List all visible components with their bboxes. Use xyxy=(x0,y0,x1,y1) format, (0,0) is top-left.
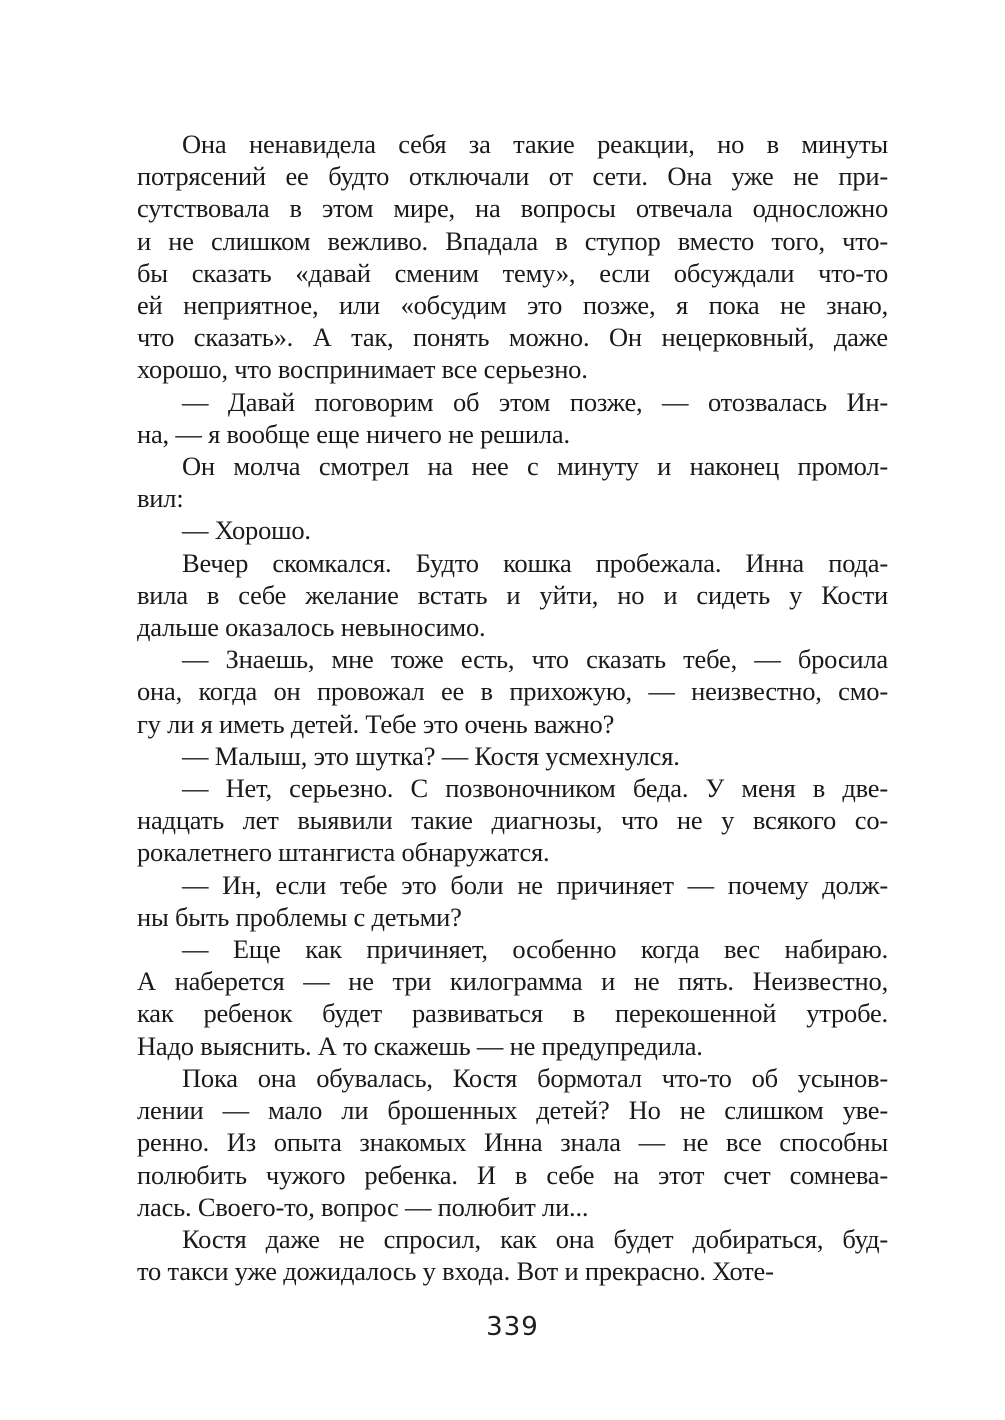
paragraph xyxy=(137,933,888,1062)
text-line: ны быть проблемы с детьми? xyxy=(137,901,462,932)
paragraph xyxy=(137,740,888,772)
text-line: дальше оказалось невыносимо. xyxy=(137,612,486,643)
paragraph xyxy=(137,128,888,386)
text-line: сутствовала в этом мире, на вопросы отвечала односложно xyxy=(137,193,888,224)
text-line: что сказать». А так, понять можно. Он нецерковный, даже xyxy=(137,322,888,353)
text-line: рокалетнего штангиста обнаружатся. xyxy=(137,837,550,868)
text-line: Надо выяснить. А то скажешь — не предупредила. xyxy=(137,1030,703,1061)
text-line: Пока она обувалась, Костя бормотал что-то об усынов- xyxy=(182,1062,888,1093)
text-line: она, когда он провожал ее в прихожую, — неизвестно, смо- xyxy=(137,676,888,707)
text-line: гу ли я иметь детей. Тебе это очень важно? xyxy=(137,708,615,739)
text-line: Он молча смотрел на нее с минуту и наконец промол- xyxy=(182,451,888,482)
text-line: Вечер скомкался. Будто кошка пробежала. Инна пода- xyxy=(182,547,888,578)
text-line: лась. Своего-то, вопрос — полюбит ли... xyxy=(137,1191,589,1222)
paragraph xyxy=(137,450,888,514)
text-line: — Нет, серьезно. С позвоночником беда. У меня в две- xyxy=(182,773,888,804)
text-line: как ребенок будет развиваться в перекошенной утробе. xyxy=(137,998,888,1029)
text-line: — Знаешь, мне тоже есть, что сказать тебе, — бросила xyxy=(182,644,888,675)
paragraph xyxy=(137,514,888,546)
text-line: бы сказать «давай сменим тему», если обсуждали что-то xyxy=(137,257,888,288)
paragraph xyxy=(137,386,888,450)
text-line: ренно. Из опыта знакомых Инна знала — не все способны xyxy=(137,1127,888,1158)
paragraph xyxy=(137,547,888,644)
text-line: и не слишком вежливо. Впадала в ступор вместо того, что- xyxy=(137,225,888,256)
text-line: — Еще как причиняет, особенно когда вес набираю. xyxy=(182,934,888,965)
text-line: хорошо, что воспринимает все серьезно. xyxy=(137,354,588,385)
text-line: — Давай поговорим об этом позже, — отозвалась Ин- xyxy=(182,386,888,417)
text-line: полюбить чужого ребенка. И в себе на этот счет сомнева- xyxy=(137,1159,888,1190)
text-line: — Малыш, это шутка? — Костя усмехнулся. xyxy=(182,740,680,771)
paragraph xyxy=(137,1223,888,1287)
paragraph xyxy=(137,643,888,740)
text-line: потрясений ее будто отключали от сети. Она уже не при- xyxy=(137,161,888,192)
text-line: Костя даже не спросил, как она будет добираться, буд- xyxy=(182,1223,888,1254)
text-line: — Ин, если тебе это боли не причиняет — почему долж- xyxy=(182,869,888,900)
text-line: на, — я вообще еще ничего не решила. xyxy=(137,418,570,449)
text-line: Она ненавидела себя за такие реакции, но в минуты xyxy=(182,129,888,159)
paragraph xyxy=(137,1062,888,1223)
page-number: 339 xyxy=(486,1312,539,1342)
text-block xyxy=(137,128,888,1287)
text-line: ей неприятное, или «обсудим это позже, я пока не знаю, xyxy=(137,290,888,321)
text-line: надцать лет выявили такие диагнозы, что не у всякого со- xyxy=(137,805,888,836)
text-line: лении — мало ли брошенных детей? Но не слишком уве- xyxy=(137,1095,888,1126)
text-line: А наберется — не три килограмма и не пять. Неизвестно, xyxy=(137,966,888,997)
paragraph xyxy=(137,869,888,933)
text-line: то такси уже дожидалось у входа. Вот и прекрасно. Хоте- xyxy=(137,1256,774,1287)
text-line: вила в себе желание встать и уйти, но и сидеть у Кости xyxy=(137,579,888,610)
text-line: вил: xyxy=(137,483,184,514)
paragraph xyxy=(137,772,888,869)
text-line: — Хорошо. xyxy=(182,515,311,546)
